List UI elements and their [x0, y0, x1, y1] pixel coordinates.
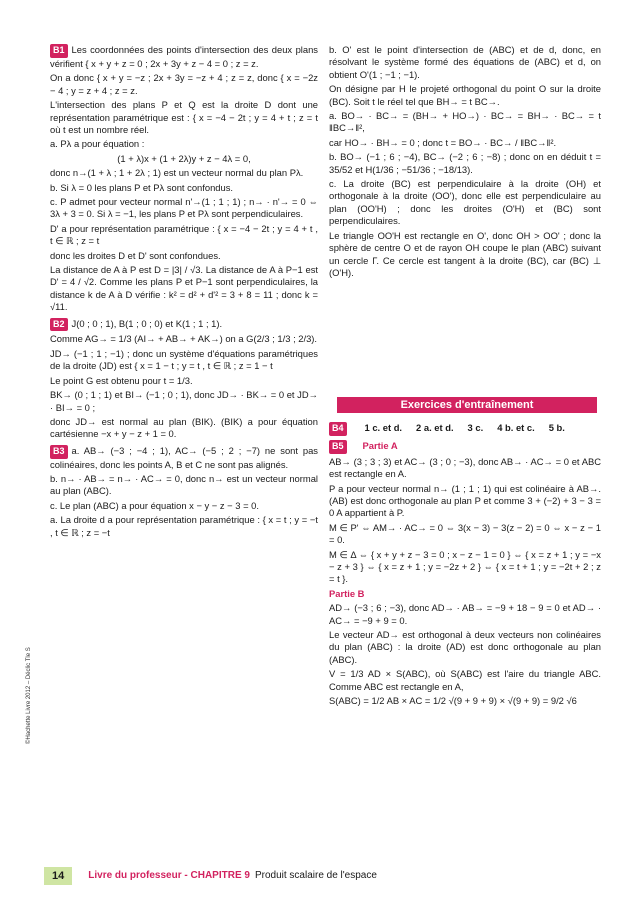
- text-line: S(ABC) = 1/2 AB × AC = 1/2 √(9 + 9 + 9) × √(9 + 9) = 9/2 √6: [329, 695, 577, 707]
- text-line: b. O' est le point d'intersection de (ABC) et de d, donc, en résolvant le système formé des équations de (ABC) et d, on obtient O'(1 ; −1 ; −1).: [329, 44, 601, 80]
- right-column-lower: [329, 420, 601, 709]
- answer-item: 3 c.: [467, 422, 484, 433]
- text-line: P a pour vecteur normal n→ (1 ; 1 ; 1) qui est colinéaire à AB→. (AB) est donc orthogonale au plan P et comme 3 + (−2) + 3 − 3 = 0 A appartient à P.: [329, 482, 601, 519]
- text-line: On désigne par H le projeté orthogonal du point O sur la droite (BC). Soit t le réel tel que BH→ = t BC→.: [329, 83, 601, 107]
- text-line: L'intersection des plans P et Q est la droite D dont une représentation paramétrique est : { x = −4 − 2t ; y = 4 + t ; z = t où t est un nombre réel.: [50, 99, 318, 135]
- answer-item: 4 b. et c.: [497, 422, 535, 433]
- text-line: a. La droite d a pour représentation paramétrique : { x = t ; y = −t , t ∈ ℝ ; z = −t: [50, 514, 318, 538]
- answer-item: 2 a. et d.: [416, 422, 454, 433]
- equation-line: (1 + λ)x + (1 + 2λ)y + z − 4λ = 0,: [117, 152, 251, 164]
- text-line: a. Pλ a pour équation :: [50, 138, 145, 150]
- answer-item: 5 b.: [548, 422, 565, 433]
- text-line: c. Le plan (ABC) a pour équation x − y − z − 3 = 0.: [50, 499, 259, 511]
- text-line: D' a pour représentation paramétrique : { x = −4 − 2t ; y = 4 + t , t ∈ ℝ ; z = t: [50, 222, 318, 247]
- text-line: JD→ (−1 ; 1 ; −1) ; donc un système d'équations paramétriques de la droite (JD) est { x = 1 − t ; y = t , t ∈ ℝ ; z = 1 − t: [50, 347, 318, 372]
- left-column: [50, 44, 318, 541]
- exercise-badge-b4: B4: [329, 422, 347, 436]
- text-line: b. BO→ (−1 ; 6 ; −4), BC→ (−2 ; 6 ; −8) ; donc on en déduit t = 35/52 et H(1/36 ; −51/36 ; −18/13).: [329, 151, 601, 175]
- text-line: AD→ (−3 ; 6 ; −3), donc AD→ · AB→ = −9 + 18 − 9 = 0 et AD→ · AC→ = −9 + 9 = 0.: [329, 602, 601, 626]
- text-line: AB→ (3 ; 3 ; 3) et AC→ (3 ; 0 ; −3), donc AB→ · AC→ = 0 et ABC est rectangle en A.: [329, 455, 601, 480]
- text-line: b. Si λ = 0 les plans P et Pλ sont confondus.: [50, 181, 234, 193]
- copyright-side: ©Hachette Livre 2012 – Déclic Tle S: [26, 647, 33, 744]
- page-number: 14: [44, 867, 72, 886]
- text-line: car HO→ · BH→ = 0 ; donc t = BO→ · BC→ / ‖BC→‖².: [329, 136, 557, 148]
- text-line: Le triangle OO'H est rectangle en O', donc OH > OO' ; donc la sphère de centre O et de rayon OH coupe le plan (ABC) suivant un cercle Γ. Ce cercle est tangent à la droite (BC), car (BC) ⊥ (O'H).: [329, 229, 601, 278]
- exercise-badge-b5: B5: [329, 440, 347, 454]
- text-line: Comme AG→ = 1/3 (AI→ + AB→ + AK→) on a G(2/3 ; 1/3 ; 2/3).: [50, 333, 318, 345]
- text-line: a. AB→ (−3 ; −4 ; 1), AC→ (−5 ; 2 ; −7) ne sont pas colinéaires, donc les points A, B et C ne sont pas alignés.: [50, 444, 318, 470]
- right-column: [329, 44, 601, 281]
- text-line: BK→ (0 ; 1 ; 1) et BI→ (−1 ; 0 ; 1), donc JD→ · BK→ = 0 et JD→ · BI→ = 0 ;: [50, 389, 318, 413]
- exercise-badge-b1: B1: [50, 44, 68, 58]
- text-line: donc les droites D et D' sont confondues.: [50, 249, 221, 261]
- text-line: c. P admet pour vecteur normal n'→(1 ; 1 ; 1) ; n→ · n'→ = 0 ⇔ 3λ + 3 = 0. Si λ = −1, les plans P et Pλ sont perpendiculaires.: [50, 195, 318, 220]
- text-line: J(0 ; 0 ; 1), B(1 ; 0 ; 0) et K(1 ; 1 ; 1).: [71, 317, 223, 329]
- text-line: b. n→ · AB→ = n→ · AC→ = 0, donc n→ est un vecteur normal au plan (ABC).: [50, 473, 318, 497]
- part-heading-b: Partie B: [329, 587, 365, 599]
- text-line: Les coordonnées des points d'intersection des deux plans vérifient { x + y + z = 0 ; 2x + 3y + z − 4 = 0 ; z = z.: [50, 44, 318, 69]
- text-line: donc JD→ est normal au plan (BIK). (BIK) a pour équation cartésienne −x + y − z + 1 = 0.: [50, 415, 318, 440]
- exercise-badge-b3: B3: [50, 445, 68, 459]
- section-banner: Exercices d'entraînement: [337, 397, 597, 413]
- answer-item: 1 c. et d.: [364, 422, 403, 433]
- text-line: On a donc { x + y = −z ; 2x + 3y = −z + 4 ; z = z, donc { x = −2z − 4 ; y = z + 4 ; z = z.: [50, 72, 318, 96]
- text-line: a. BO→ · BC→ = (BH→ + HO→) · BC→ = BH→ · BC→ = t ‖BC→‖²,: [329, 110, 601, 134]
- text-line: donc n→(1 + λ ; 1 + 2λ ; 1) est un vecteur normal du plan Pλ.: [50, 167, 304, 179]
- text-line: Le point G est obtenu pour t = 1/3.: [50, 374, 193, 386]
- answers-b4: [329, 422, 601, 436]
- text-line: La distance de A à P est D = |3| / √3. La distance de A à P−1 est D' = 4 / √2. Comme les plans P et P−1 sont perpendiculaires, la distance k de A à D vérifie : k² = d² + d'² = 3 + 8 = 11 ; donc k = √11.: [50, 263, 318, 313]
- text-line: Le vecteur AD→ est orthogonal à deux vecteurs non colinéaires du plan (ABC) : la droite (AD) est donc orthogonale au plan (ABC).: [329, 629, 601, 665]
- text-line: V = 1/3 AD × S(ABC), où S(ABC) est l'aire du triangle ABC. Comme ABC est rectangle en A,: [329, 668, 601, 692]
- text-line: c. La droite (BC) est perpendiculaire à la droite (OH) et orthogonale à la droite (OO'), donc elle est perpendiculaire au plan (OO'H) ; donc les droites (O'H) et (BC) sont perpendiculaires.: [329, 178, 601, 227]
- text-line: M ∈ Δ ⇔ { x + y + z − 3 = 0 ; x − z − 1 = 0 } ⇔ { x = z + 1 ; y = −x − z + 3 } ⇔ { x = z + 1 ; y = −2z + 2 } ⇔ { x = t + 1 ; y = −2t + 2 ; z = t }.: [329, 548, 601, 585]
- text-line: M ∈ P' ⇔ AM→ · AC→ = 0 ⇔ 3(x − 3) − 3(z − 2) = 0 ⇔ x − z − 1 = 0.: [329, 521, 601, 546]
- exercise-badge-b2: B2: [50, 318, 68, 332]
- page-footer: [44, 866, 604, 886]
- footer-subtitle: Produit scalaire de l'espace: [254, 870, 377, 882]
- part-heading-a: Partie A: [362, 439, 398, 451]
- footer-title: Livre du professeur - CHAPITRE 9: [88, 870, 250, 882]
